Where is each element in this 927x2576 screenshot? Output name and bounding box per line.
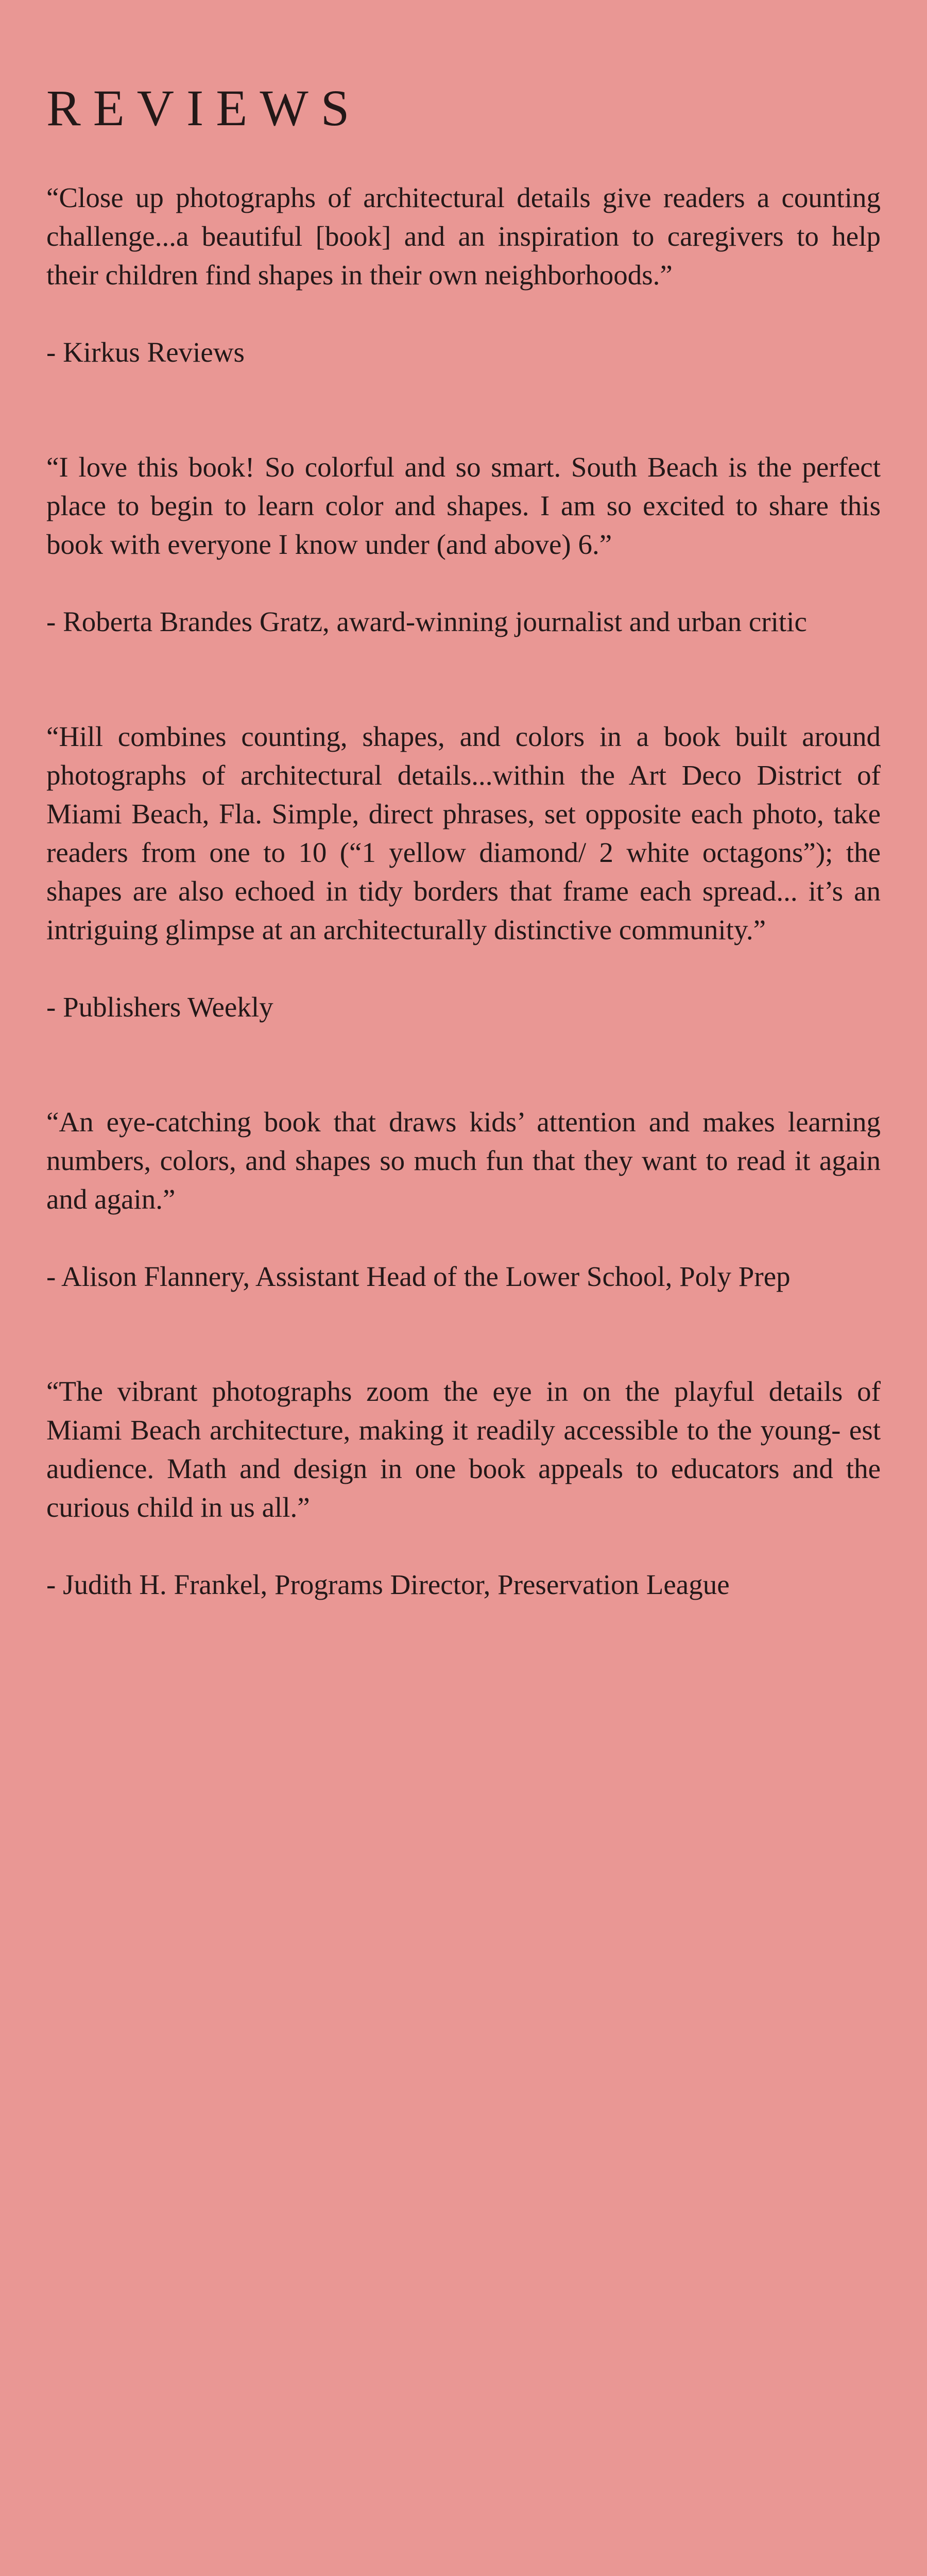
review-quote: “An eye-catching book that draws kids’ attention and makes learning numbers, colors, and shapes so much fun that they want to read it again and again.” (46, 1106, 881, 1215)
review-quote: “I love this book! So colorful and so smart. South Beach is the perfect place to begin to learn color and shapes. I am so excited to share this book with everyone I know under (and above) 6.” (46, 451, 881, 560)
review-quote: “The vibrant photographs zoom the eye in on the playful details of Miami Beach architecture, making it readily accessible to the young- est audience. Math and design in one book appeals to educators and the curious child in us all.” (46, 1376, 881, 1523)
review-attribution: - Alison Flannery, Assistant Head of the Lower School, Poly Prep (46, 1261, 791, 1292)
review-item (46, 1372, 881, 1604)
review-quote: “Close up photographs of architectural details give readers a counting challenge...a beautiful [book] and an inspiration to caregivers to help their children find shapes in their own neighborhoods.” (46, 182, 881, 291)
review-attribution: - Judith H. Frankel, Programs Director, Preservation League (46, 1569, 730, 1600)
review-quote: “Hill combines counting, shapes, and colors in a book built around photographs of architectural details...within the Art Deco District of Miami Beach, Fla. Simple, direct phrases, set opposite each photo, take readers from one to 10 (“1 yellow diamond/ 2 white octagons”); the shapes are also echoed in tidy borders that frame each spread... it’s an intriguing glimpse at an architecturally distinctive community.” (46, 721, 881, 945)
review-item (46, 1103, 881, 1296)
review-item (46, 717, 881, 1026)
review-attribution: - Roberta Brandes Gratz, award-winning journalist and urban critic (46, 606, 807, 637)
review-attribution: - Publishers Weekly (46, 991, 273, 1023)
page-heading: REVIEWS (46, 79, 362, 137)
review-item (46, 178, 881, 371)
reviews-list (46, 178, 881, 1604)
review-item (46, 448, 881, 641)
review-attribution: - Kirkus Reviews (46, 336, 245, 368)
